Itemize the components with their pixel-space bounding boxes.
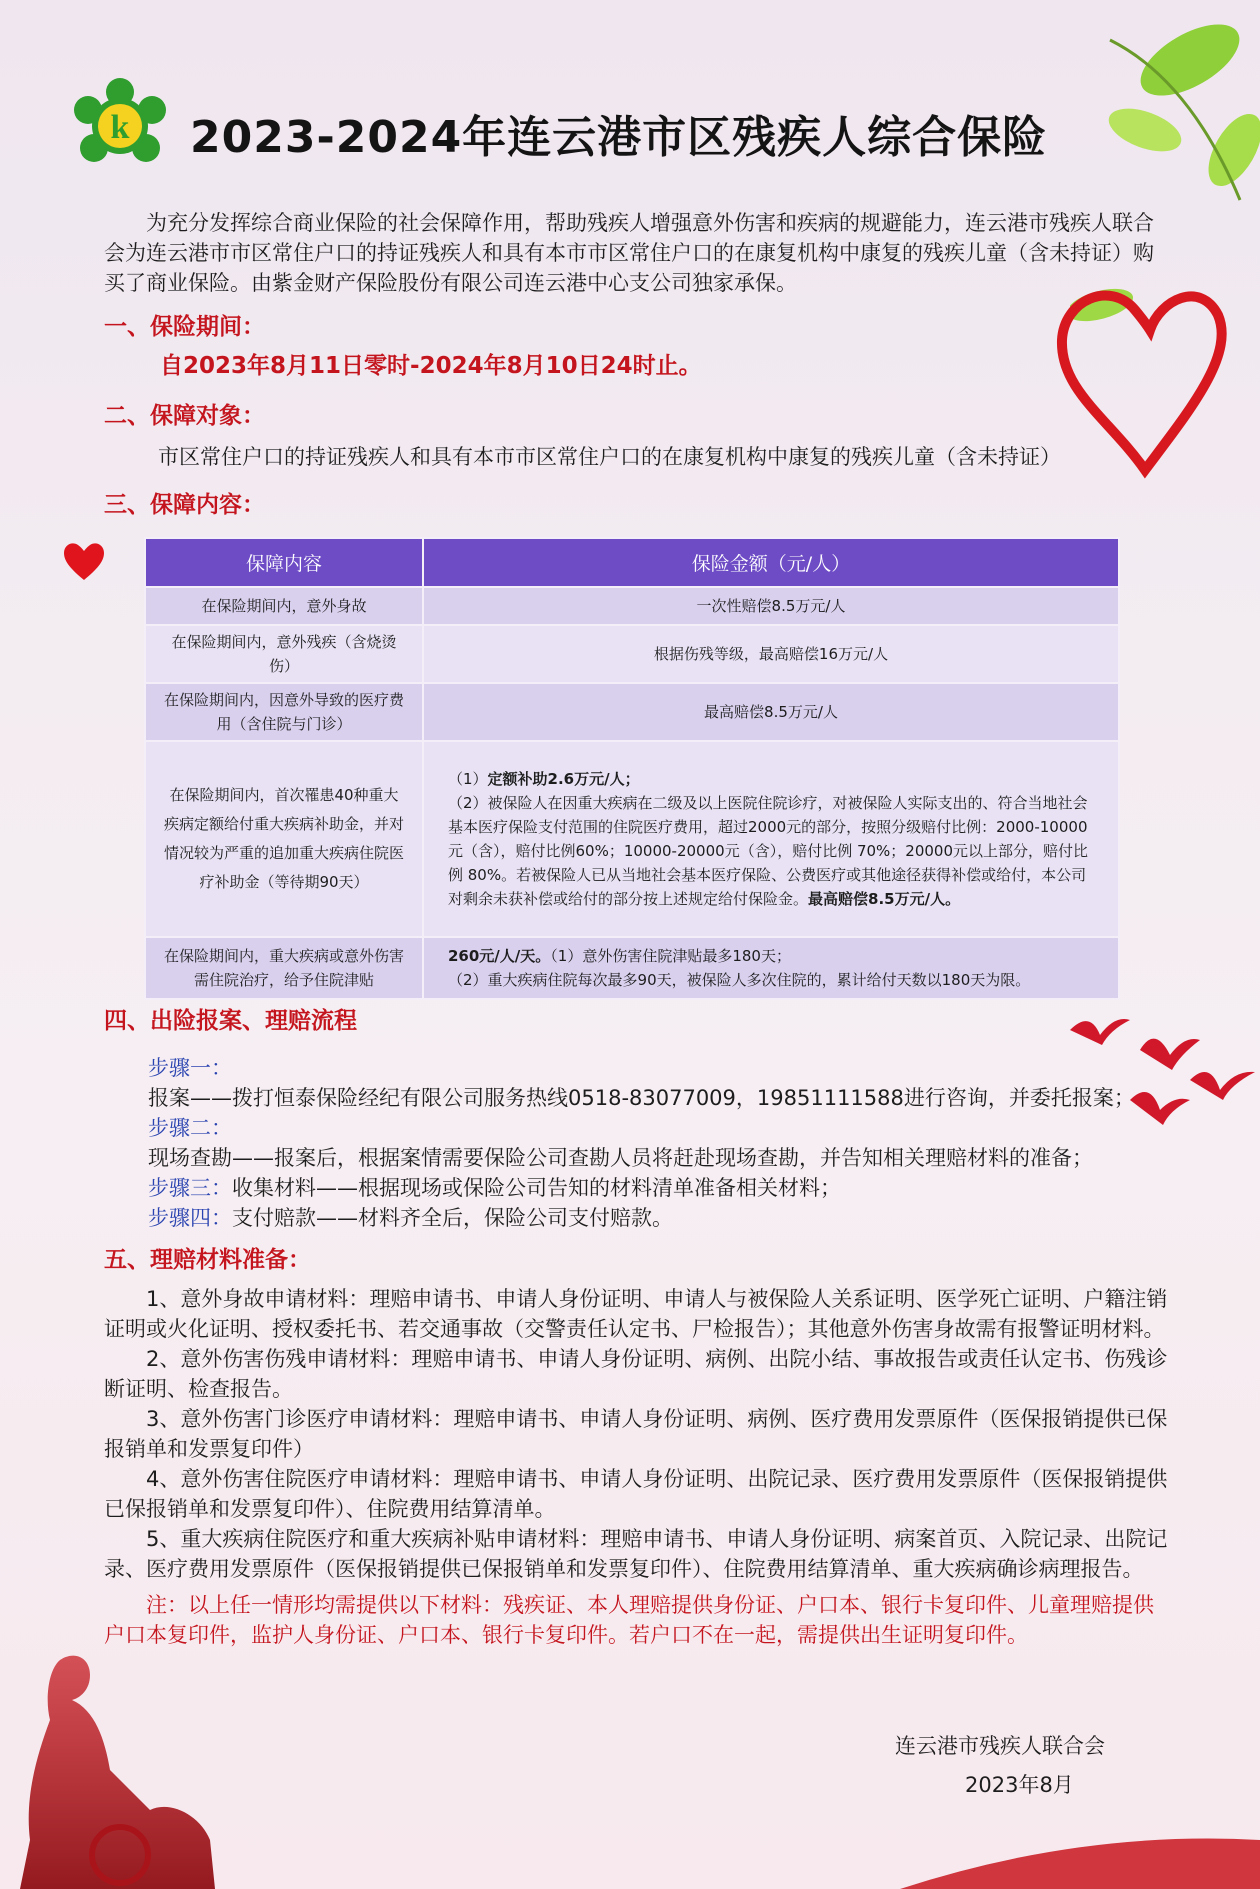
column-header-amount: 保险金额（元/人） bbox=[423, 538, 1119, 587]
table-row bbox=[145, 587, 1119, 625]
section-4-heading: 四、出险报案、理赔流程 bbox=[104, 1008, 357, 1034]
amount-line-2: （2）重大疾病住院每次最多90天，被保险人多次住院的，累计给付天数以180天为限。 bbox=[448, 971, 1031, 989]
materials-note: 注：以上任一情形均需提供以下材料：残疾证、本人理赔提供身份证、户口本、银行卡复印件、儿童理赔提供户口本复印件，监护人身份证、户口本、银行卡复印件。若户口不在一起，需提供出生证明复印件。 bbox=[104, 1593, 1154, 1647]
table-header-row bbox=[145, 538, 1119, 587]
material-item: 1、意外身故申请材料：理赔申请书、申请人身份证明、申请人与被保险人关系证明、医学死亡证明、户籍注销证明或火化证明、授权委托书、若交通事故（交警责任认定书、尸检报告）；其他意外伤害身故需有报警证明材料。 bbox=[104, 1287, 1168, 1341]
material-item: 4、意外伤害住院医疗申请材料：理赔申请书、申请人身份证明、出院记录、医疗费用发票原件（医保报销提供已保报销单和发票复印件）、住院费用结算清单。 bbox=[104, 1467, 1168, 1521]
section-2-heading: 二、保障对象： bbox=[104, 403, 265, 429]
material-item: 2、意外伤害伤残申请材料：理赔申请书、申请人身份证明、病例、出院小结、事故报告或责任认定书、伤残诊断证明、检查报告。 bbox=[104, 1347, 1168, 1401]
amount-rest: （1）意外伤害住院津贴最多180天； bbox=[550, 947, 791, 965]
table-row bbox=[145, 937, 1119, 999]
heart-icon bbox=[1062, 296, 1222, 470]
coverage-target: 市区常住户口的持证残疾人和具有本市市区常住户口的在康复机构中康复的残疾儿童（含未持证） bbox=[158, 445, 1061, 469]
issue-date: 2023年8月 bbox=[965, 1773, 1074, 1797]
section-3-heading: 三、保障内容： bbox=[104, 492, 265, 518]
coverage-table bbox=[144, 537, 1120, 1000]
disabled-federation-logo bbox=[72, 78, 168, 174]
step-text: 报案——拨打恒泰保险经纪有限公司服务热线0518-83077009，19851111588进行咨询，并委托报案； bbox=[148, 1086, 1135, 1110]
amount-cell bbox=[423, 741, 1119, 937]
coverage-cell: 在保险期间内，因意外导致的医疗费用（含住院与门诊） bbox=[145, 683, 423, 741]
step-label: 步骤四： bbox=[148, 1206, 232, 1230]
table-row bbox=[145, 741, 1119, 937]
amount-detail: （2）被保险人在因重大疾病在二级及以上医院住院诊疗，对被保险人实际支出的、符合当地社会基本医疗保险支付范围的住院医疗费用，超过2000元的部分，按照分级赔付比例：2000-10000元（含），赔付比例60%；10000-20000元（含），赔付比例 70%；20000元以上部分，赔付比例 80%。若被保险人已从当地社会基本医疗保险、公费医疗或其他途径获得补偿或给付，本公司对剩余未获补偿或给付的部分按上述规定给付保险金。 bbox=[448, 794, 1089, 908]
amount-bold: 定额补助2.6万元/人； bbox=[487, 770, 640, 788]
amount-prefix: （1） bbox=[448, 770, 488, 788]
table-row bbox=[145, 683, 1119, 741]
page-title: 2023-2024年连云港市区残疾人综合保险 bbox=[190, 112, 1048, 163]
step-label: 步骤一： bbox=[148, 1056, 232, 1080]
heart-icon bbox=[64, 543, 104, 580]
insurance-period: 自2023年8月11日零时-2024年8月10日24时止。 bbox=[160, 353, 702, 379]
coverage-cell: 在保险期间内，意外身故 bbox=[145, 587, 423, 625]
amount-line-1 bbox=[448, 767, 1100, 791]
table-row bbox=[145, 625, 1119, 683]
amount-cell: 一次性赔偿8.5万元/人 bbox=[423, 587, 1119, 625]
material-item: 3、意外伤害门诊医疗申请材料：理赔申请书、申请人身份证明、病例、医疗费用发票原件（医保报销提供已保报销单和发票复印件） bbox=[104, 1407, 1168, 1461]
issuer-org: 连云港市残疾人联合会 bbox=[895, 1734, 1105, 1758]
step-text: 支付赔款——材料齐全后，保险公司支付赔款。 bbox=[232, 1206, 673, 1230]
coverage-cell: 在保险期间内，意外残疾（含烧烫伤） bbox=[145, 625, 423, 683]
amount-bold: 260元/人/天。 bbox=[448, 947, 551, 965]
coverage-cell: 在保险期间内，首次罹患40种重大疾病定额给付重大疾病补助金，并对情况较为严重的追加重大疾病住院医疗补助金（等待期90天） bbox=[145, 741, 423, 937]
amount-cell: 根据伤残等级，最高赔偿16万元/人 bbox=[423, 625, 1119, 683]
logo-mark: k bbox=[110, 109, 130, 146]
intro-paragraph: 为充分发挥综合商业保险的社会保障作用，帮助残疾人增强意外伤害和疾病的规避能力，连云港市残疾人联合会为连云港市市区常住户口的持证残疾人和具有本市市区常住户口的在康复机构中康复的残疾儿童（含未持证）购买了商业保险。由紫金财产保险股份有限公司连云港中心支公司独家承保。 bbox=[104, 211, 1154, 295]
section-1-heading: 一、保险期间： bbox=[104, 314, 265, 340]
step-label: 步骤三： bbox=[148, 1176, 232, 1200]
amount-max: 最高赔偿8.5万元/人。 bbox=[808, 890, 961, 908]
amount-cell: 最高赔偿8.5万元/人 bbox=[423, 683, 1119, 741]
amount-line-2 bbox=[448, 791, 1100, 911]
claim-steps bbox=[148, 1053, 1168, 1233]
step-label: 步骤二： bbox=[148, 1116, 232, 1140]
column-header-coverage: 保障内容 bbox=[145, 538, 423, 587]
material-item: 5、重大疾病住院医疗和重大疾病补贴申请材料：理赔申请书、申请人身份证明、病案首页、入院记录、出院记录、医疗费用发票原件（医保报销提供已保报销单和发票复印件）、住院费用结算清单、重大疾病确诊病理报告。 bbox=[104, 1527, 1168, 1581]
amount-line-1 bbox=[448, 944, 1100, 968]
silhouette-decoration bbox=[0, 1640, 260, 1889]
claim-materials bbox=[104, 1284, 1170, 1650]
step-text: 现场查勘——报案后，根据案情需要保险公司查勘人员将赶赴现场查勘，并告知相关理赔材料的准备； bbox=[148, 1146, 1093, 1170]
amount-cell bbox=[423, 937, 1119, 999]
heart-outline-decoration bbox=[1050, 270, 1230, 480]
coverage-cell: 在保险期间内，重大疾病或意外伤害需住院治疗，给予住院津贴 bbox=[145, 937, 423, 999]
section-5-heading: 五、理赔材料准备： bbox=[104, 1247, 311, 1273]
small-heart-decoration bbox=[62, 540, 106, 584]
step-text: 收集材料——根据现场或保险公司告知的材料清单准备相关材料； bbox=[232, 1176, 841, 1200]
swoosh-decoration bbox=[900, 1820, 1260, 1889]
